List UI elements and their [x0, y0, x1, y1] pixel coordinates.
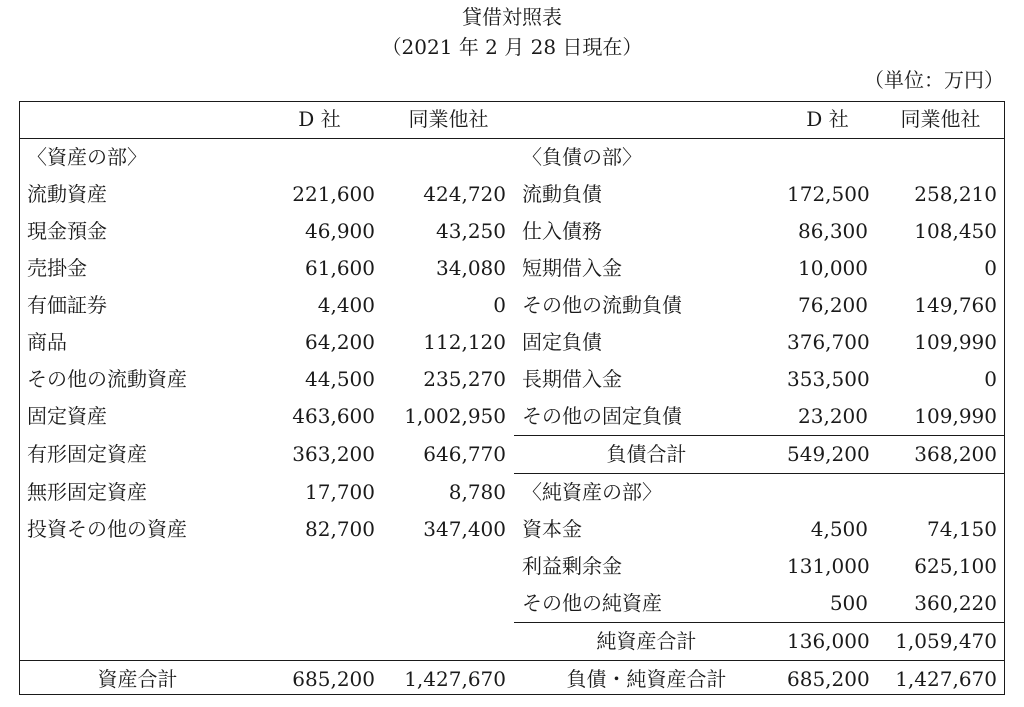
header-peers-right: 同業他社 — [876, 101, 1005, 139]
liability-row-peer-value: 360,220 — [914, 591, 997, 615]
table-row — [19, 585, 1005, 623]
left-blank-d — [256, 585, 383, 623]
liabilities-net-assets-total-label: 負債・純資産合計 — [514, 661, 779, 699]
asset-row-label: 投資その他の資産 — [27, 517, 187, 541]
liability-row-label: 短期借入金 — [522, 256, 622, 280]
asset-row-peer-value: 43,250 — [436, 219, 506, 243]
asset-row-label: その他の流動資産 — [27, 367, 187, 391]
liability-row-peer-value: 149,760 — [914, 293, 997, 317]
asset-row-label: 商品 — [27, 330, 67, 354]
asset-row-d-value: 64,200 — [305, 330, 375, 354]
asset-row-d-value: 463,600 — [292, 404, 375, 429]
table-row — [19, 250, 1005, 287]
right-blank-d — [779, 474, 876, 512]
liability-row-label: その他の純資産 — [522, 591, 662, 615]
asset-row-peer-value: 0 — [493, 293, 506, 317]
page-title: 貸借対照表 — [462, 5, 562, 29]
grand-total-row — [19, 661, 1005, 699]
left-blank-d — [256, 548, 383, 585]
header-blank-left — [19, 101, 256, 139]
asset-row-label: 固定資産 — [27, 404, 107, 429]
header-peers-left: 同業他社 — [383, 101, 514, 139]
liability-row-label: 流動負債 — [522, 182, 602, 206]
table-row — [19, 139, 1005, 177]
asset-row-d-value: 82,700 — [305, 517, 375, 541]
asset-row-peer-value: 235,270 — [423, 367, 506, 391]
liability-row-label: 資本金 — [522, 517, 582, 541]
liability-row-label: 固定負債 — [522, 330, 602, 354]
asset-row-label: 有価証券 — [27, 293, 107, 317]
table-row — [19, 623, 1005, 661]
header-company-d-left: D 社 — [256, 101, 383, 139]
left-blank-d — [256, 139, 383, 177]
liability-row-label: 仕入債務 — [522, 219, 602, 243]
asset-row-d-value: 17,700 — [305, 479, 375, 504]
liability-row-peer-value: 109,990 — [914, 330, 997, 354]
liability-row-peer-value: 625,100 — [914, 554, 997, 578]
right-blank-d — [779, 139, 876, 177]
liability-row-d-value: 4,500 — [810, 517, 868, 541]
asset-row-label: 売掛金 — [27, 256, 87, 280]
subtotal-d-value: 549,200 — [779, 436, 876, 474]
table-row — [19, 548, 1005, 585]
balance-sheet-body — [19, 101, 1005, 698]
table-row — [19, 361, 1005, 398]
asset-row-label: 流動資産 — [27, 182, 107, 206]
subtotal-peer-value: 1,059,470 — [876, 623, 1005, 661]
table-row — [19, 324, 1005, 361]
liabilities-net-assets-total-d-value: 685,200 — [779, 661, 876, 699]
liability-row-peer-value: 108,450 — [914, 219, 997, 243]
subtotal-d-value: 136,000 — [779, 623, 876, 661]
table-row — [19, 436, 1005, 474]
table-row — [19, 398, 1005, 436]
left-blank-p — [383, 623, 514, 661]
liability-row-label: その他の流動負債 — [522, 293, 682, 317]
assets-section-label: 〈資産の部〉 — [27, 145, 147, 169]
liability-row-peer-value: 258,210 — [914, 182, 997, 206]
liability-section-label: 〈負債の部〉 — [522, 145, 642, 169]
assets-total-label: 資産合計 — [19, 661, 256, 699]
subtotal-label: 負債合計 — [514, 436, 779, 474]
left-blank-p — [383, 139, 514, 177]
liability-row-label: その他の固定負債 — [522, 404, 682, 428]
right-blank-p — [876, 139, 1005, 177]
liability-row-peer-value: 0 — [984, 256, 997, 280]
asset-row-label: 有形固定資産 — [27, 442, 147, 466]
table-row — [19, 176, 1005, 213]
asset-row-peer-value: 112,120 — [423, 330, 506, 354]
table-row — [19, 511, 1005, 548]
subtotal-label: 純資産合計 — [514, 623, 779, 661]
as-of-date: （2021 年 2 月 28 日現在） — [381, 35, 643, 59]
asset-row-d-value: 4,400 — [317, 293, 375, 317]
left-blank-label — [19, 585, 256, 623]
liability-row-peer-value: 109,990 — [914, 404, 997, 428]
liability-row-label: 長期借入金 — [522, 367, 622, 391]
asset-row-peer-value: 34,080 — [436, 256, 506, 280]
assets-total-peer-value: 1,427,670 — [383, 661, 514, 699]
liability-row-d-value: 23,200 — [798, 404, 868, 428]
asset-row-peer-value: 424,720 — [423, 182, 506, 206]
liability-section-label: 〈純資産の部〉 — [522, 480, 662, 504]
liability-row-d-value: 353,500 — [787, 367, 870, 391]
liability-row-label: 利益剰余金 — [522, 554, 622, 578]
liability-row-d-value: 131,000 — [787, 554, 870, 578]
table-row — [19, 287, 1005, 324]
liability-row-peer-value: 0 — [984, 367, 997, 391]
asset-row-label: 無形固定資産 — [27, 479, 147, 504]
asset-row-peer-value: 1,002,950 — [404, 404, 506, 429]
table-row — [19, 213, 1005, 250]
right-blank-p — [876, 474, 1005, 512]
left-blank-d — [256, 623, 383, 661]
liability-row-peer-value: 74,150 — [927, 517, 997, 541]
asset-row-d-value: 61,600 — [305, 256, 375, 280]
asset-row-peer-value: 8,780 — [448, 479, 506, 504]
asset-row-d-value: 44,500 — [305, 367, 375, 391]
subtotal-peer-value: 368,200 — [876, 436, 1005, 474]
unit-label: （単位：万円） — [864, 68, 1004, 92]
asset-row-peer-value: 347,400 — [423, 517, 506, 541]
liability-row-d-value: 376,700 — [787, 330, 870, 354]
left-blank-p — [383, 585, 514, 623]
header-company-d-right: D 社 — [779, 101, 876, 139]
header-blank-right — [514, 101, 779, 139]
liability-row-d-value: 500 — [829, 591, 868, 615]
liability-row-d-value: 172,500 — [787, 182, 870, 206]
asset-row-peer-value: 646,770 — [423, 442, 506, 466]
asset-row-d-value: 363,200 — [292, 442, 375, 466]
balance-sheet-table — [19, 101, 1005, 698]
left-blank-label — [19, 623, 256, 661]
liabilities-net-assets-total-peer-value: 1,427,670 — [876, 661, 1005, 699]
table-row — [19, 474, 1005, 512]
liability-row-d-value: 76,200 — [798, 293, 868, 317]
liability-row-d-value: 86,300 — [798, 219, 868, 243]
asset-row-label: 現金預金 — [27, 219, 107, 243]
left-blank-p — [383, 548, 514, 585]
asset-row-d-value: 46,900 — [305, 219, 375, 243]
header-row — [19, 101, 1005, 139]
left-blank-label — [19, 548, 256, 585]
asset-row-d-value: 221,600 — [292, 182, 375, 206]
liability-row-d-value: 10,000 — [798, 256, 868, 280]
assets-total-d-value: 685,200 — [256, 661, 383, 699]
